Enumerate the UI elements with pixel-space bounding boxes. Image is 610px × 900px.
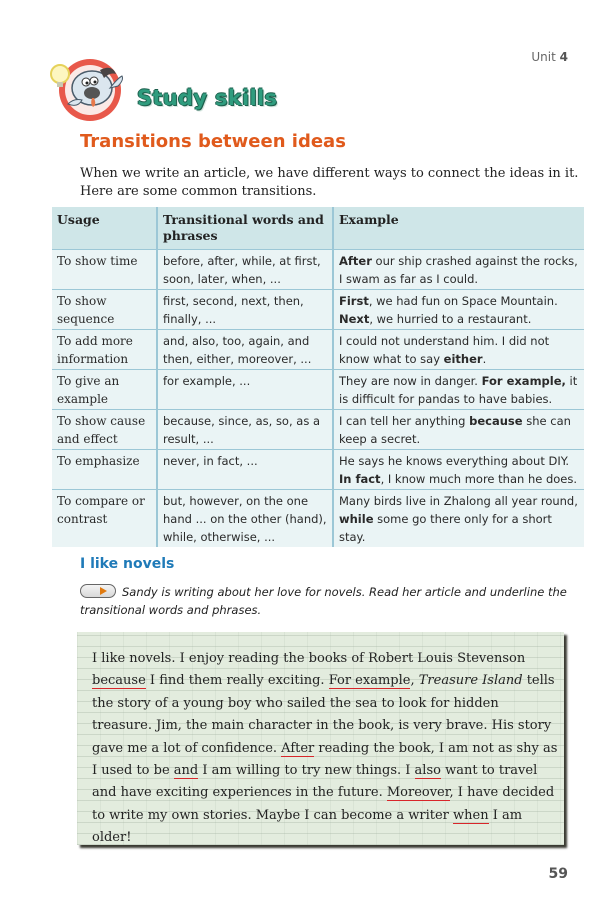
underlined-transition: because: [92, 673, 146, 689]
example-keyword: First: [339, 294, 369, 308]
example-keyword: because: [469, 414, 523, 428]
underlined-transition: After: [281, 740, 315, 756]
example-keyword: either: [443, 352, 483, 366]
article-text: [92, 648, 562, 850]
example-keyword: After: [339, 254, 372, 268]
cell-usage: To compare or contrast: [52, 490, 157, 548]
article-segment: , I have decided to write my own stories. Maybe I can become a writer: [92, 785, 555, 823]
section-title: Transitions between ideas: [80, 131, 346, 152]
cell-example: [333, 490, 584, 548]
example-text: some go there only for a short stay.: [339, 512, 552, 544]
unit-label-text: Unit: [531, 50, 556, 64]
table-row: [52, 490, 584, 548]
cell-words: for example, ...: [157, 370, 333, 410]
example-text: , we had fun on Space Mountain.: [368, 294, 558, 308]
article-segment: reading the book, I am not as shy as I used to be: [92, 740, 558, 779]
cell-usage: To give an example: [52, 370, 157, 410]
example-keyword: In fact: [339, 472, 381, 486]
article-segment: ,: [410, 673, 419, 689]
example-keyword: while: [339, 512, 374, 526]
article-segment: tells the story of a young boy who sailed the sea to look for hidden treasure. Jim, the main character in the book, is very brave. His story gave me a lot of confidence.: [92, 673, 555, 756]
cell-usage: To show sequence: [52, 290, 157, 330]
listen-play-icon[interactable]: [80, 584, 116, 598]
example-text: she can keep a secret.: [339, 414, 571, 446]
header-words: Transitional words and phrases: [157, 207, 333, 250]
example-text: our ship crashed against the rocks, I swam as far as I could.: [339, 254, 578, 286]
cell-example: [333, 290, 584, 330]
unit-label: [531, 50, 568, 64]
underlined-transition: when: [453, 807, 489, 823]
book-title: Treasure Island: [418, 673, 523, 689]
cell-example: [333, 410, 584, 450]
example-text: .: [482, 352, 487, 366]
cell-words: but, however, on the one hand ... on the other (hand), while, otherwise, ...: [157, 490, 333, 548]
header-usage: Usage: [52, 207, 157, 250]
cell-example: [333, 330, 584, 370]
underlined-transition: Moreover: [386, 785, 450, 801]
unit-number: 4: [559, 50, 568, 64]
example-text: I can tell her anything: [339, 414, 470, 428]
instruction-text: Sandy is writing about her love for novels. Read her article and underline the transitional words and phrases.: [80, 585, 567, 617]
example-text: They are now in danger.: [339, 374, 482, 388]
example-text: , we hurried to a restaurant.: [369, 312, 532, 326]
header-example: Example: [333, 207, 584, 250]
page-number: 59: [548, 866, 568, 882]
study-skills-banner: Study skills: [137, 86, 278, 110]
cell-example: [333, 370, 584, 410]
underlined-transition: and: [173, 763, 199, 779]
table-row: [52, 250, 584, 290]
cell-words: never, in fact, ...: [157, 450, 333, 490]
article-segment: I am older!: [92, 807, 523, 846]
cell-example: [333, 450, 584, 490]
article-segment: I like novels. I enjoy reading the books of Robert Louis Stevenson: [92, 651, 526, 666]
cell-usage: To show time: [52, 250, 157, 290]
cell-usage: To show cause and effect: [52, 410, 157, 450]
example-keyword: For example,: [481, 374, 566, 388]
cell-words: and, also, too, again, and then, either, moreover, ...: [157, 330, 333, 370]
cell-usage: To add more information: [52, 330, 157, 370]
table-row: [52, 330, 584, 370]
table-row: [52, 450, 584, 490]
cell-words: first, second, next, then, finally, ...: [157, 290, 333, 330]
example-text: , I know much more than he does.: [380, 472, 578, 486]
table-row: [52, 410, 584, 450]
underlined-transition: also: [414, 763, 441, 779]
cell-words: before, after, while, at first, soon, later, when, ...: [157, 250, 333, 290]
article-segment: I find them really exciting.: [145, 673, 329, 689]
table-row: [52, 370, 584, 410]
cell-words: because, since, as, so, as a result, ...: [157, 410, 333, 450]
table-header-row: [52, 207, 584, 250]
article-segment: I am willing to try new things. I: [198, 763, 415, 779]
cartoon-dog-lightbulb-icon: [48, 52, 130, 124]
example-text: it is difficult for pandas to have babies.: [339, 374, 578, 406]
example-keyword: Next: [339, 312, 370, 326]
example-text: I could not understand him. I did not know what to say: [339, 334, 550, 366]
underlined-transition: For example: [328, 673, 411, 689]
intro-paragraph: When we write an article, we have different ways to connect the ideas in it. Here are some common transitions.: [80, 166, 579, 199]
article-segment: want to travel and have exciting experiences in the future.: [92, 763, 538, 801]
cell-example: [333, 250, 584, 290]
cell-usage: To emphasize: [52, 450, 157, 490]
transitions-table: [52, 207, 584, 547]
example-text: Many birds live in Zhalong all year round,: [339, 494, 578, 508]
exercise-title: I like novels: [80, 556, 175, 572]
example-text: He says he knows everything about DIY.: [339, 454, 570, 468]
exercise-instruction: [80, 583, 570, 619]
table-row: [52, 290, 584, 330]
